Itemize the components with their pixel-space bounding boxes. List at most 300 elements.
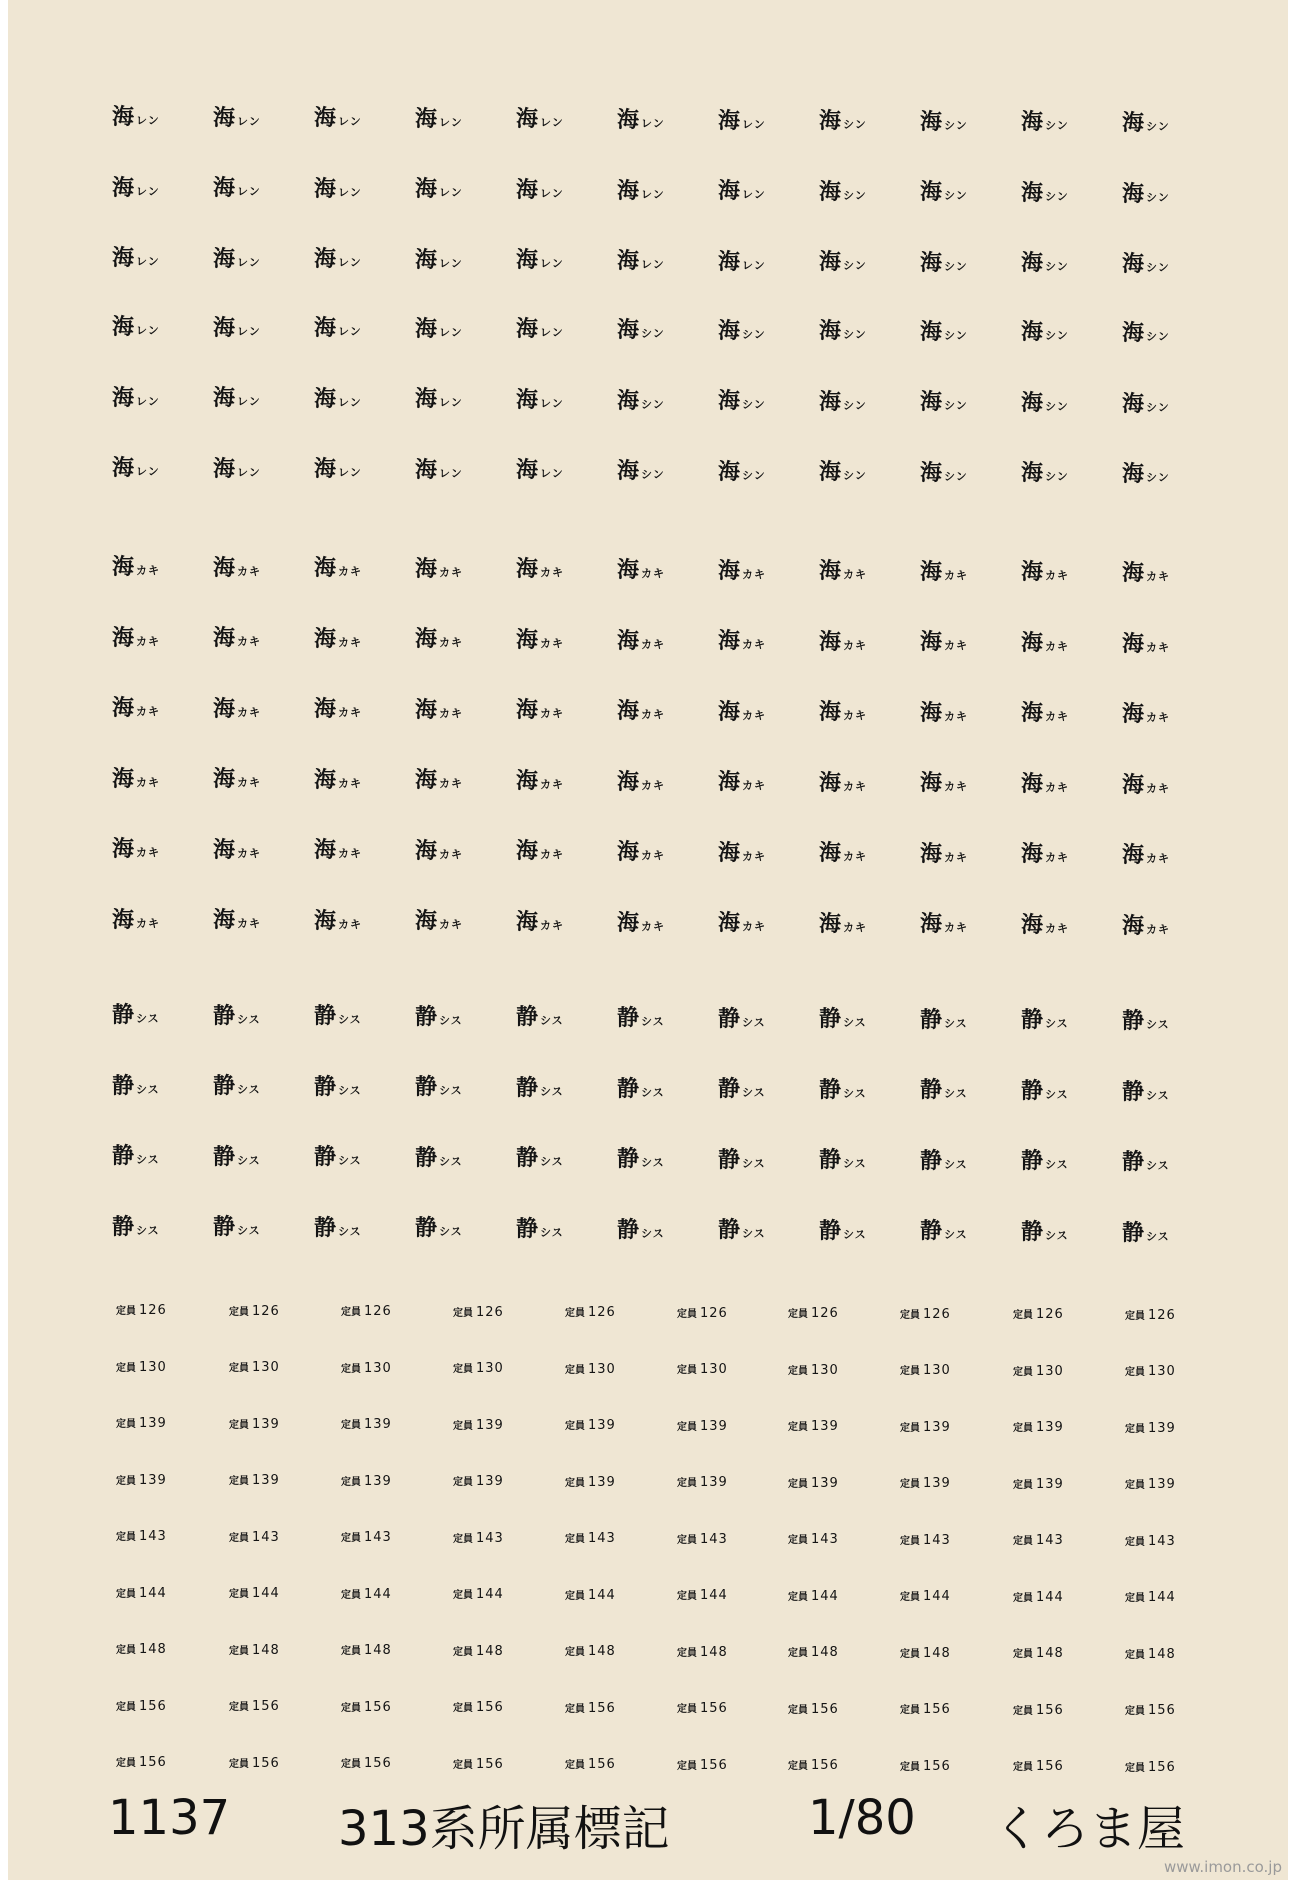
capacity-number: 139: [139, 1472, 167, 1488]
decal-kanji: 海: [819, 460, 842, 486]
decal-kanji: 静: [617, 1217, 640, 1243]
decal-kana: レン: [136, 255, 160, 268]
capacity-mark: [677, 1415, 728, 1434]
decal-mark: [1122, 1216, 1170, 1247]
decal-kana: カキ: [237, 917, 262, 931]
decal-mark: [1021, 1144, 1069, 1175]
capacity-prefix: 定員: [341, 1533, 361, 1544]
decal-kana: レン: [540, 467, 564, 481]
capacity-mark: [900, 1416, 951, 1435]
decal-kanji: 海: [314, 767, 337, 793]
capacity-prefix: 定員: [900, 1366, 920, 1377]
capacity-mark: [116, 1412, 167, 1431]
decal-kanji: 海: [516, 627, 539, 653]
decal-kanji: 海: [1021, 461, 1044, 487]
decal-mark: [314, 622, 362, 653]
capacity-number: 139: [1036, 1476, 1064, 1492]
decal-kanji: 海: [920, 771, 943, 797]
capacity-number: 139: [139, 1416, 167, 1431]
decal-kanji: 海: [819, 109, 842, 135]
decal-kana: レン: [540, 257, 564, 271]
decal-kanji: 海: [1122, 772, 1145, 798]
capacity-mark: [900, 1359, 951, 1378]
decal-mark: [819, 907, 867, 938]
decal-mark: [1021, 626, 1069, 657]
decal-kanji: 静: [112, 1003, 135, 1028]
product-title: 313系所属標記: [338, 1801, 670, 1857]
decal-mark: [112, 1069, 160, 1100]
decal-kana: カキ: [1146, 570, 1171, 583]
decal-kana: カキ: [1045, 710, 1070, 724]
decal-kanji: 海: [213, 626, 236, 652]
capacity-number: 156: [588, 1757, 616, 1772]
capacity-number: 139: [811, 1419, 839, 1434]
decal-mark: [415, 1211, 463, 1242]
capacity-mark: [116, 1751, 167, 1770]
decal-mark: [112, 241, 160, 272]
capacity-mark: [229, 1526, 280, 1545]
capacity-prefix: 定員: [453, 1646, 473, 1658]
capacity-prefix: 定員: [341, 1420, 361, 1431]
decal-mark: [213, 762, 261, 793]
decal-kanji: 静: [415, 1004, 438, 1030]
decal-kanji: 海: [920, 912, 943, 938]
decal-mark: [617, 553, 665, 584]
decal-mark: [415, 622, 463, 653]
decal-kana: カキ: [944, 921, 969, 935]
decal-kana: シス: [540, 1084, 564, 1098]
capacity-mark: [677, 1641, 728, 1660]
decal-mark: [516, 173, 564, 204]
capacity-prefix: 定員: [565, 1760, 585, 1771]
decal-kana: カキ: [843, 920, 868, 934]
capacity-mark: [677, 1358, 728, 1377]
decal-kana: レン: [540, 396, 564, 410]
capacity-prefix: 定員: [677, 1365, 697, 1376]
decal-kanji: 海: [819, 911, 842, 937]
decal-kana: カキ: [237, 705, 262, 719]
decal-kana: カキ: [136, 846, 161, 859]
decal-kanji: 静: [314, 1145, 337, 1171]
decal-kana: シス: [843, 1016, 867, 1030]
decal-mark: [415, 172, 463, 203]
capacity-prefix: 定員: [229, 1476, 249, 1487]
decal-kana: レン: [237, 255, 261, 269]
decal-mark: [819, 695, 867, 726]
capacity-mark: [900, 1529, 951, 1548]
decal-mark: [415, 243, 463, 274]
decal-mark: [819, 1002, 867, 1033]
capacity-mark: [1013, 1755, 1064, 1774]
decal-kana: カキ: [439, 636, 464, 650]
capacity-number: 143: [1148, 1533, 1176, 1549]
capacity-prefix: 定員: [677, 1534, 697, 1546]
decal-kana: カキ: [338, 565, 363, 579]
decal-kanji: 海: [112, 105, 135, 130]
capacity-mark: [788, 1472, 839, 1491]
capacity-mark: [1013, 1360, 1064, 1379]
capacity-prefix: 定員: [229, 1363, 249, 1374]
decal-kanji: 海: [516, 557, 539, 583]
decal-mark: [718, 245, 766, 276]
capacity-prefix: 定員: [1125, 1480, 1145, 1491]
decal-kana: シス: [136, 1223, 160, 1237]
capacity-prefix: 定員: [788, 1478, 808, 1490]
decal-kana: レン: [338, 466, 362, 480]
decal-mark: [819, 554, 867, 585]
capacity-mark: [1125, 1756, 1176, 1775]
decal-kana: レン: [136, 394, 160, 408]
capacity-number: 144: [139, 1585, 167, 1601]
decal-mark: [516, 1212, 564, 1243]
decal-mark: [617, 103, 665, 134]
capacity-number: 156: [700, 1757, 728, 1773]
decal-mark: [415, 382, 463, 413]
decal-mark: [920, 456, 968, 487]
decal-mark: [819, 385, 867, 416]
capacity-prefix: 定員: [116, 1362, 136, 1374]
capacity-number: 144: [700, 1588, 728, 1603]
decal-mark: [819, 455, 867, 486]
decal-mark: [617, 174, 665, 205]
decal-kanji: 海: [314, 106, 337, 132]
decal-kanji: 海: [1122, 252, 1145, 277]
decal-kanji: 海: [112, 837, 135, 862]
decal-kanji: 海: [1021, 560, 1044, 586]
decal-kana: レン: [439, 466, 463, 480]
decal-kana: カキ: [237, 846, 262, 860]
capacity-mark: [229, 1356, 280, 1375]
capacity-mark: [341, 1526, 392, 1545]
decal-mark: [920, 246, 968, 277]
decal-kanji: 静: [617, 1076, 640, 1102]
decal-kana: シス: [338, 1154, 362, 1168]
decal-kana: カキ: [136, 705, 161, 718]
capacity-prefix: 定員: [900, 1535, 920, 1547]
decal-kanji: 海: [617, 769, 640, 795]
capacity-number: 156: [364, 1699, 392, 1715]
decal-kana: カキ: [742, 779, 767, 793]
decal-kana: カキ: [641, 849, 666, 862]
decal-kanji: 海: [920, 109, 943, 135]
capacity-mark: [900, 1642, 951, 1661]
capacity-number: 130: [1148, 1364, 1176, 1379]
decal-kana: レン: [338, 256, 362, 270]
decal-mark: [1122, 177, 1170, 208]
decal-mark: [314, 551, 362, 582]
decal-mark: [213, 903, 261, 934]
capacity-prefix: 定員: [1013, 1536, 1033, 1547]
capacity-number: 156: [588, 1700, 616, 1716]
decal-kanji: 海: [718, 770, 741, 796]
decal-kanji: 海: [415, 556, 438, 582]
capacity-prefix: 定員: [453, 1590, 473, 1601]
capacity-mark: [788, 1641, 839, 1660]
decal-kanji: 海: [516, 177, 539, 203]
decal-kana: シス: [237, 1153, 261, 1167]
decal-mark: [1021, 696, 1069, 727]
decal-kanji: 静: [415, 1216, 438, 1242]
decal-kana: シン: [944, 259, 968, 273]
decal-kanji: 海: [920, 460, 943, 486]
capacity-number: 126: [364, 1304, 392, 1319]
decal-kanji: 海: [718, 179, 741, 205]
capacity-prefix: 定員: [453, 1477, 473, 1488]
decal-kana: カキ: [1146, 781, 1171, 795]
decal-mark: [718, 695, 766, 726]
decal-kana: シス: [540, 1014, 564, 1028]
capacity-number: 156: [252, 1755, 280, 1771]
decal-kanji: 海: [1021, 320, 1044, 346]
capacity-prefix: 定員: [116, 1701, 136, 1713]
decal-kana: レン: [742, 258, 766, 272]
capacity-prefix: 定員: [565, 1647, 585, 1658]
decal-mark: [516, 312, 564, 343]
decal-mark: [617, 765, 665, 796]
decal-mark: [718, 906, 766, 937]
capacity-prefix: 定員: [1013, 1479, 1033, 1491]
decal-kana: シン: [1045, 329, 1069, 343]
capacity-number: 139: [364, 1473, 392, 1489]
decal-kanji: 海: [819, 770, 842, 796]
decal-kanji: 海: [1021, 912, 1044, 938]
decal-kanji: 海: [112, 385, 135, 411]
capacity-prefix: 定員: [565, 1590, 585, 1602]
decal-mark: [819, 1143, 867, 1174]
decal-mark: [617, 313, 665, 344]
decal-kanji: 海: [718, 558, 741, 584]
decal-kana: シス: [338, 1013, 362, 1027]
decal-kana: シス: [641, 1015, 665, 1028]
decal-mark: [1122, 909, 1170, 940]
decal-kana: シス: [439, 1154, 463, 1168]
decal-mark: [920, 315, 968, 346]
decal-mark: [516, 764, 564, 795]
decal-kanji: 海: [617, 318, 640, 343]
capacity-number: 148: [700, 1644, 728, 1660]
capacity-number: 143: [364, 1530, 392, 1545]
capacity-mark: [229, 1752, 280, 1771]
decal-kanji: 海: [112, 456, 135, 481]
decal-kanji: 静: [415, 1145, 438, 1171]
decal-kana: カキ: [338, 776, 363, 790]
capacity-prefix: 定員: [900, 1479, 920, 1490]
decal-kana: レン: [641, 258, 665, 271]
capacity-number: 148: [923, 1645, 951, 1661]
capacity-number: 130: [588, 1361, 616, 1377]
decal-kanji: 海: [516, 458, 539, 484]
decal-mark: [1021, 837, 1069, 868]
capacity-prefix: 定員: [1013, 1592, 1033, 1604]
capacity-mark: [565, 1753, 616, 1772]
decal-kana: カキ: [136, 564, 161, 577]
decal-kanji: 海: [1122, 631, 1145, 657]
capacity-prefix: 定員: [116, 1758, 136, 1769]
decal-kana: カキ: [439, 918, 464, 932]
capacity-number: 156: [811, 1701, 839, 1717]
capacity-number: 126: [588, 1305, 616, 1320]
decal-kana: シス: [944, 1228, 968, 1242]
capacity-mark: [565, 1358, 616, 1377]
decal-kanji: 海: [213, 456, 236, 482]
capacity-prefix: 定員: [677, 1308, 697, 1320]
capacity-number: 156: [1036, 1702, 1064, 1718]
capacity-number: 156: [1036, 1759, 1064, 1774]
decal-mark: [819, 104, 867, 135]
decal-mark: [415, 834, 463, 865]
capacity-mark: [453, 1583, 504, 1602]
decal-kana: カキ: [843, 709, 868, 723]
decal-kanji: 海: [1122, 462, 1145, 487]
decal-kanji: 海: [516, 248, 539, 274]
decal-kana: シス: [439, 1084, 463, 1098]
decal-kana: シン: [1146, 330, 1170, 343]
capacity-prefix: 定員: [788, 1422, 808, 1433]
decal-kana: シス: [1146, 1018, 1170, 1031]
decal-kana: シン: [1146, 471, 1170, 484]
decal-kanji: 静: [718, 1147, 741, 1173]
decal-kanji: 海: [112, 555, 135, 580]
decal-kana: シン: [1146, 190, 1170, 204]
decal-mark: [112, 903, 160, 934]
decal-mark: [1122, 697, 1170, 728]
capacity-mark: [453, 1696, 504, 1715]
decal-kanji: 静: [718, 1006, 741, 1032]
decal-mark: [314, 382, 362, 413]
decal-kanji: 海: [718, 699, 741, 725]
capacity-number: 144: [588, 1587, 616, 1603]
decal-mark: [920, 1214, 968, 1245]
decal-kana: シン: [843, 188, 867, 202]
capacity-number: 139: [252, 1473, 280, 1488]
decal-mark: [1021, 105, 1069, 136]
capacity-number: 139: [588, 1418, 616, 1433]
decal-kanji: 海: [819, 250, 842, 276]
decal-mark: [112, 1210, 160, 1241]
decal-kanji: 海: [112, 766, 135, 792]
decal-kana: カキ: [742, 708, 767, 722]
capacity-number: 156: [252, 1699, 280, 1714]
decal-kanji: 海: [819, 700, 842, 726]
capacity-prefix: 定員: [788, 1648, 808, 1659]
decal-kanji: 海: [617, 108, 640, 133]
decal-kana: シン: [944, 469, 968, 483]
decal-kanji: 静: [213, 1003, 236, 1029]
capacity-number: 126: [476, 1304, 504, 1320]
decal-kanji: 海: [1021, 701, 1044, 727]
decal-kanji: 海: [617, 249, 640, 274]
decal-kana: カキ: [439, 847, 464, 861]
decal-kana: カキ: [944, 780, 969, 794]
capacity-mark: [453, 1301, 504, 1320]
decal-kana: シス: [237, 1012, 261, 1026]
capacity-prefix: 定員: [565, 1477, 585, 1489]
decal-kanji: 海: [516, 107, 539, 133]
decal-kana: シス: [338, 1224, 362, 1238]
decal-mark: [314, 452, 362, 483]
capacity-number: 156: [1148, 1703, 1176, 1718]
decal-kana: レン: [338, 115, 362, 129]
decal-kanji: 海: [213, 767, 236, 793]
capacity-mark: [565, 1584, 616, 1603]
capacity-number: 144: [811, 1588, 839, 1604]
decal-kana: カキ: [843, 779, 868, 793]
decal-mark: [415, 1141, 463, 1172]
decal-kana: レン: [742, 188, 766, 202]
decal-kanji: 海: [213, 246, 236, 272]
decal-kana: シン: [1045, 119, 1069, 133]
decal-mark: [516, 1000, 564, 1031]
decal-kana: カキ: [641, 637, 666, 651]
decal-mark: [920, 555, 968, 586]
capacity-number: 156: [476, 1756, 504, 1772]
decal-kanji: 海: [213, 315, 236, 341]
decal-kana: カキ: [540, 848, 565, 862]
capacity-mark: [116, 1695, 167, 1714]
capacity-mark: [1013, 1303, 1064, 1322]
decal-kanji: 海: [1122, 913, 1145, 939]
capacity-number: 143: [1036, 1533, 1064, 1548]
decal-kanji: 海: [213, 908, 236, 934]
decal-kanji: 海: [314, 626, 337, 652]
decal-mark: [415, 552, 463, 583]
decal-kanji: 海: [617, 699, 640, 724]
decal-mark: [819, 625, 867, 656]
decal-kanji: 海: [213, 105, 236, 131]
capacity-number: 130: [1036, 1363, 1064, 1379]
decal-mark: [1122, 1004, 1170, 1035]
capacity-mark: [229, 1639, 280, 1658]
decal-kana: シス: [439, 1013, 463, 1027]
decal-kana: カキ: [1146, 922, 1171, 936]
capacity-prefix: 定員: [116, 1588, 136, 1600]
capacity-prefix: 定員: [565, 1308, 585, 1319]
decal-kana: カキ: [1146, 640, 1171, 654]
decal-mark: [1021, 1215, 1069, 1246]
capacity-number: 143: [252, 1529, 280, 1545]
decal-mark: [718, 1072, 766, 1103]
decal-kanji: 海: [819, 629, 842, 655]
decal-kanji: 海: [314, 316, 337, 342]
capacity-prefix: 定員: [1125, 1706, 1145, 1717]
scale-label: 1/80: [808, 1790, 916, 1846]
capacity-number: 148: [139, 1642, 167, 1657]
decal-kana: レン: [338, 185, 362, 199]
decal-mark: [718, 554, 766, 585]
decal-kanji: 静: [1021, 1008, 1044, 1034]
capacity-prefix: 定員: [453, 1307, 473, 1319]
decal-kana: カキ: [237, 635, 262, 649]
capacity-number: 143: [476, 1530, 504, 1546]
decal-mark: [213, 1069, 261, 1100]
watermark: www.imon.co.jp: [1163, 1858, 1282, 1876]
decal-kanji: 海: [314, 908, 337, 934]
capacity-number: 156: [700, 1701, 728, 1716]
decal-kanji: 海: [314, 386, 337, 412]
decal-kana: シン: [641, 397, 665, 411]
product-number: 1137: [108, 1790, 231, 1846]
capacity-prefix: 定員: [565, 1364, 585, 1376]
decal-kana: レン: [540, 326, 564, 340]
decal-kanji: 静: [314, 1215, 337, 1241]
capacity-mark: [116, 1525, 167, 1544]
capacity-mark: [116, 1638, 167, 1657]
decal-kanji: 海: [516, 387, 539, 413]
decal-kanji: 海: [213, 696, 236, 722]
capacity-mark: [1125, 1586, 1176, 1605]
decal-mark: [314, 1211, 362, 1242]
decal-mark: [1122, 1145, 1170, 1176]
